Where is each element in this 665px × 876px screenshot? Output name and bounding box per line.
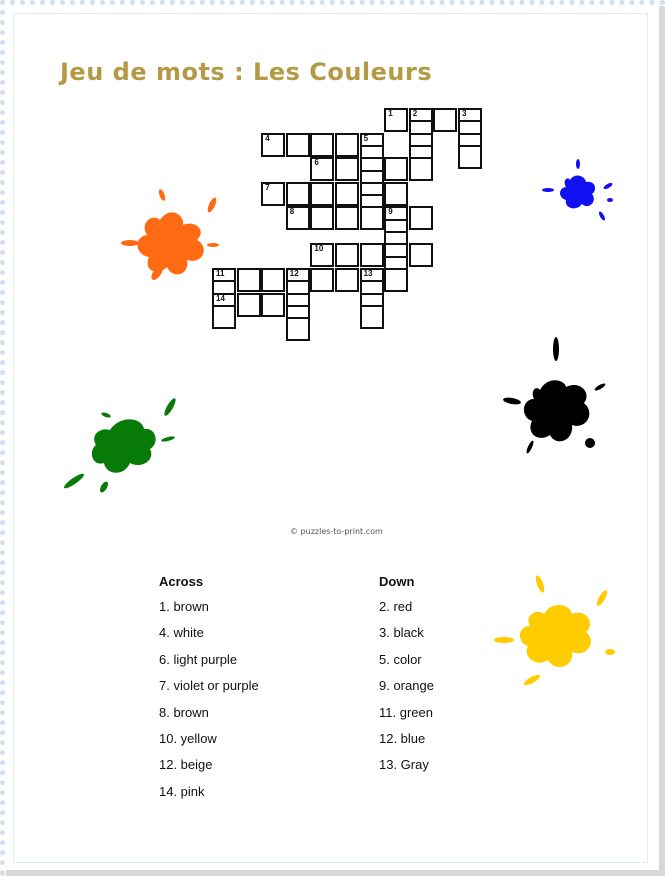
crossword-cell[interactable] bbox=[360, 305, 384, 329]
crossword-cell[interactable] bbox=[286, 206, 310, 230]
across-clues bbox=[159, 574, 259, 810]
credit-text: © puzzles-to-print.com bbox=[290, 527, 383, 536]
crossword-cell[interactable] bbox=[335, 157, 359, 181]
down-clue: 13. Gray bbox=[379, 757, 429, 773]
clue-number: 9 bbox=[388, 207, 393, 217]
clue-number: 8 bbox=[289, 207, 295, 217]
page-title: Jeu de mots : Les Couleurs bbox=[60, 58, 433, 86]
across-heading: Across bbox=[159, 574, 204, 589]
crossword-cell[interactable] bbox=[335, 133, 359, 157]
crossword-cell[interactable] bbox=[409, 157, 433, 181]
across-clue: 6. light purple bbox=[159, 651, 238, 667]
crossword-cell[interactable] bbox=[409, 243, 433, 267]
crossword-cell[interactable] bbox=[310, 206, 334, 230]
crossword-cell[interactable] bbox=[409, 206, 433, 230]
crossword-cell[interactable] bbox=[237, 268, 261, 292]
crossword-cell[interactable] bbox=[310, 133, 334, 157]
clue-number: 13 bbox=[363, 268, 373, 278]
down-clue: 5. color bbox=[379, 651, 422, 667]
down-clues bbox=[379, 574, 434, 784]
crossword-cell[interactable] bbox=[310, 268, 334, 292]
clue-number: 12 bbox=[289, 268, 299, 278]
crossword-cell[interactable] bbox=[286, 182, 310, 206]
crossword-cell[interactable] bbox=[458, 145, 482, 169]
across-clue: 12. beige bbox=[159, 757, 213, 773]
clue-number: 5 bbox=[363, 133, 369, 143]
clue-number: 14 bbox=[216, 293, 225, 303]
crossword-cell[interactable] bbox=[237, 293, 261, 317]
clue-number: 11 bbox=[216, 268, 225, 278]
crossword-cell[interactable] bbox=[384, 268, 408, 292]
across-clue: 8. brown bbox=[159, 704, 209, 720]
crossword-cell[interactable] bbox=[384, 108, 408, 132]
down-clue: 3. black bbox=[379, 625, 424, 641]
clue-number: 4 bbox=[265, 133, 270, 143]
crossword-cell[interactable] bbox=[360, 243, 384, 267]
across-clue: 4. white bbox=[159, 625, 204, 641]
crossword-cell[interactable] bbox=[310, 182, 334, 206]
clue-number: 7 bbox=[265, 182, 270, 192]
crossword-cell[interactable] bbox=[384, 157, 408, 181]
crossword-cell[interactable] bbox=[261, 133, 285, 157]
clue-number: 3 bbox=[462, 109, 467, 118]
crossword-cell[interactable] bbox=[433, 108, 457, 132]
crossword-cell[interactable] bbox=[335, 206, 359, 230]
crossword-cell[interactable] bbox=[261, 293, 285, 317]
crossword-cell[interactable] bbox=[261, 182, 285, 206]
crossword-cell[interactable] bbox=[335, 182, 359, 206]
crossword-cell[interactable] bbox=[335, 268, 359, 292]
clue-number: 10 bbox=[314, 244, 324, 254]
clue-number: 1 bbox=[388, 109, 393, 118]
down-heading: Down bbox=[379, 574, 415, 589]
crossword-cell[interactable] bbox=[261, 268, 285, 292]
down-clue: 2. red bbox=[379, 599, 413, 614]
down-clue: 11. green bbox=[379, 704, 433, 720]
across-clue: 7. violet or purple bbox=[159, 678, 259, 694]
across-clue: 10. yellow bbox=[159, 730, 217, 746]
crossword-cell[interactable] bbox=[286, 133, 310, 157]
across-clue: 1. brown bbox=[159, 599, 209, 614]
crossword-cell[interactable] bbox=[286, 317, 310, 341]
crossword-cell[interactable] bbox=[310, 157, 334, 181]
clue-number: 6 bbox=[314, 158, 319, 168]
crossword-cell[interactable] bbox=[212, 305, 236, 329]
clue-number: 2 bbox=[412, 109, 418, 118]
across-clue: 14. pink bbox=[159, 783, 205, 799]
crossword-cell[interactable] bbox=[360, 206, 384, 230]
crossword-cell[interactable] bbox=[310, 243, 334, 267]
crossword-cell[interactable] bbox=[384, 182, 408, 206]
down-clue: 9. orange bbox=[379, 678, 434, 694]
down-clue: 12. blue bbox=[379, 730, 426, 746]
crossword-cell[interactable] bbox=[335, 243, 359, 267]
